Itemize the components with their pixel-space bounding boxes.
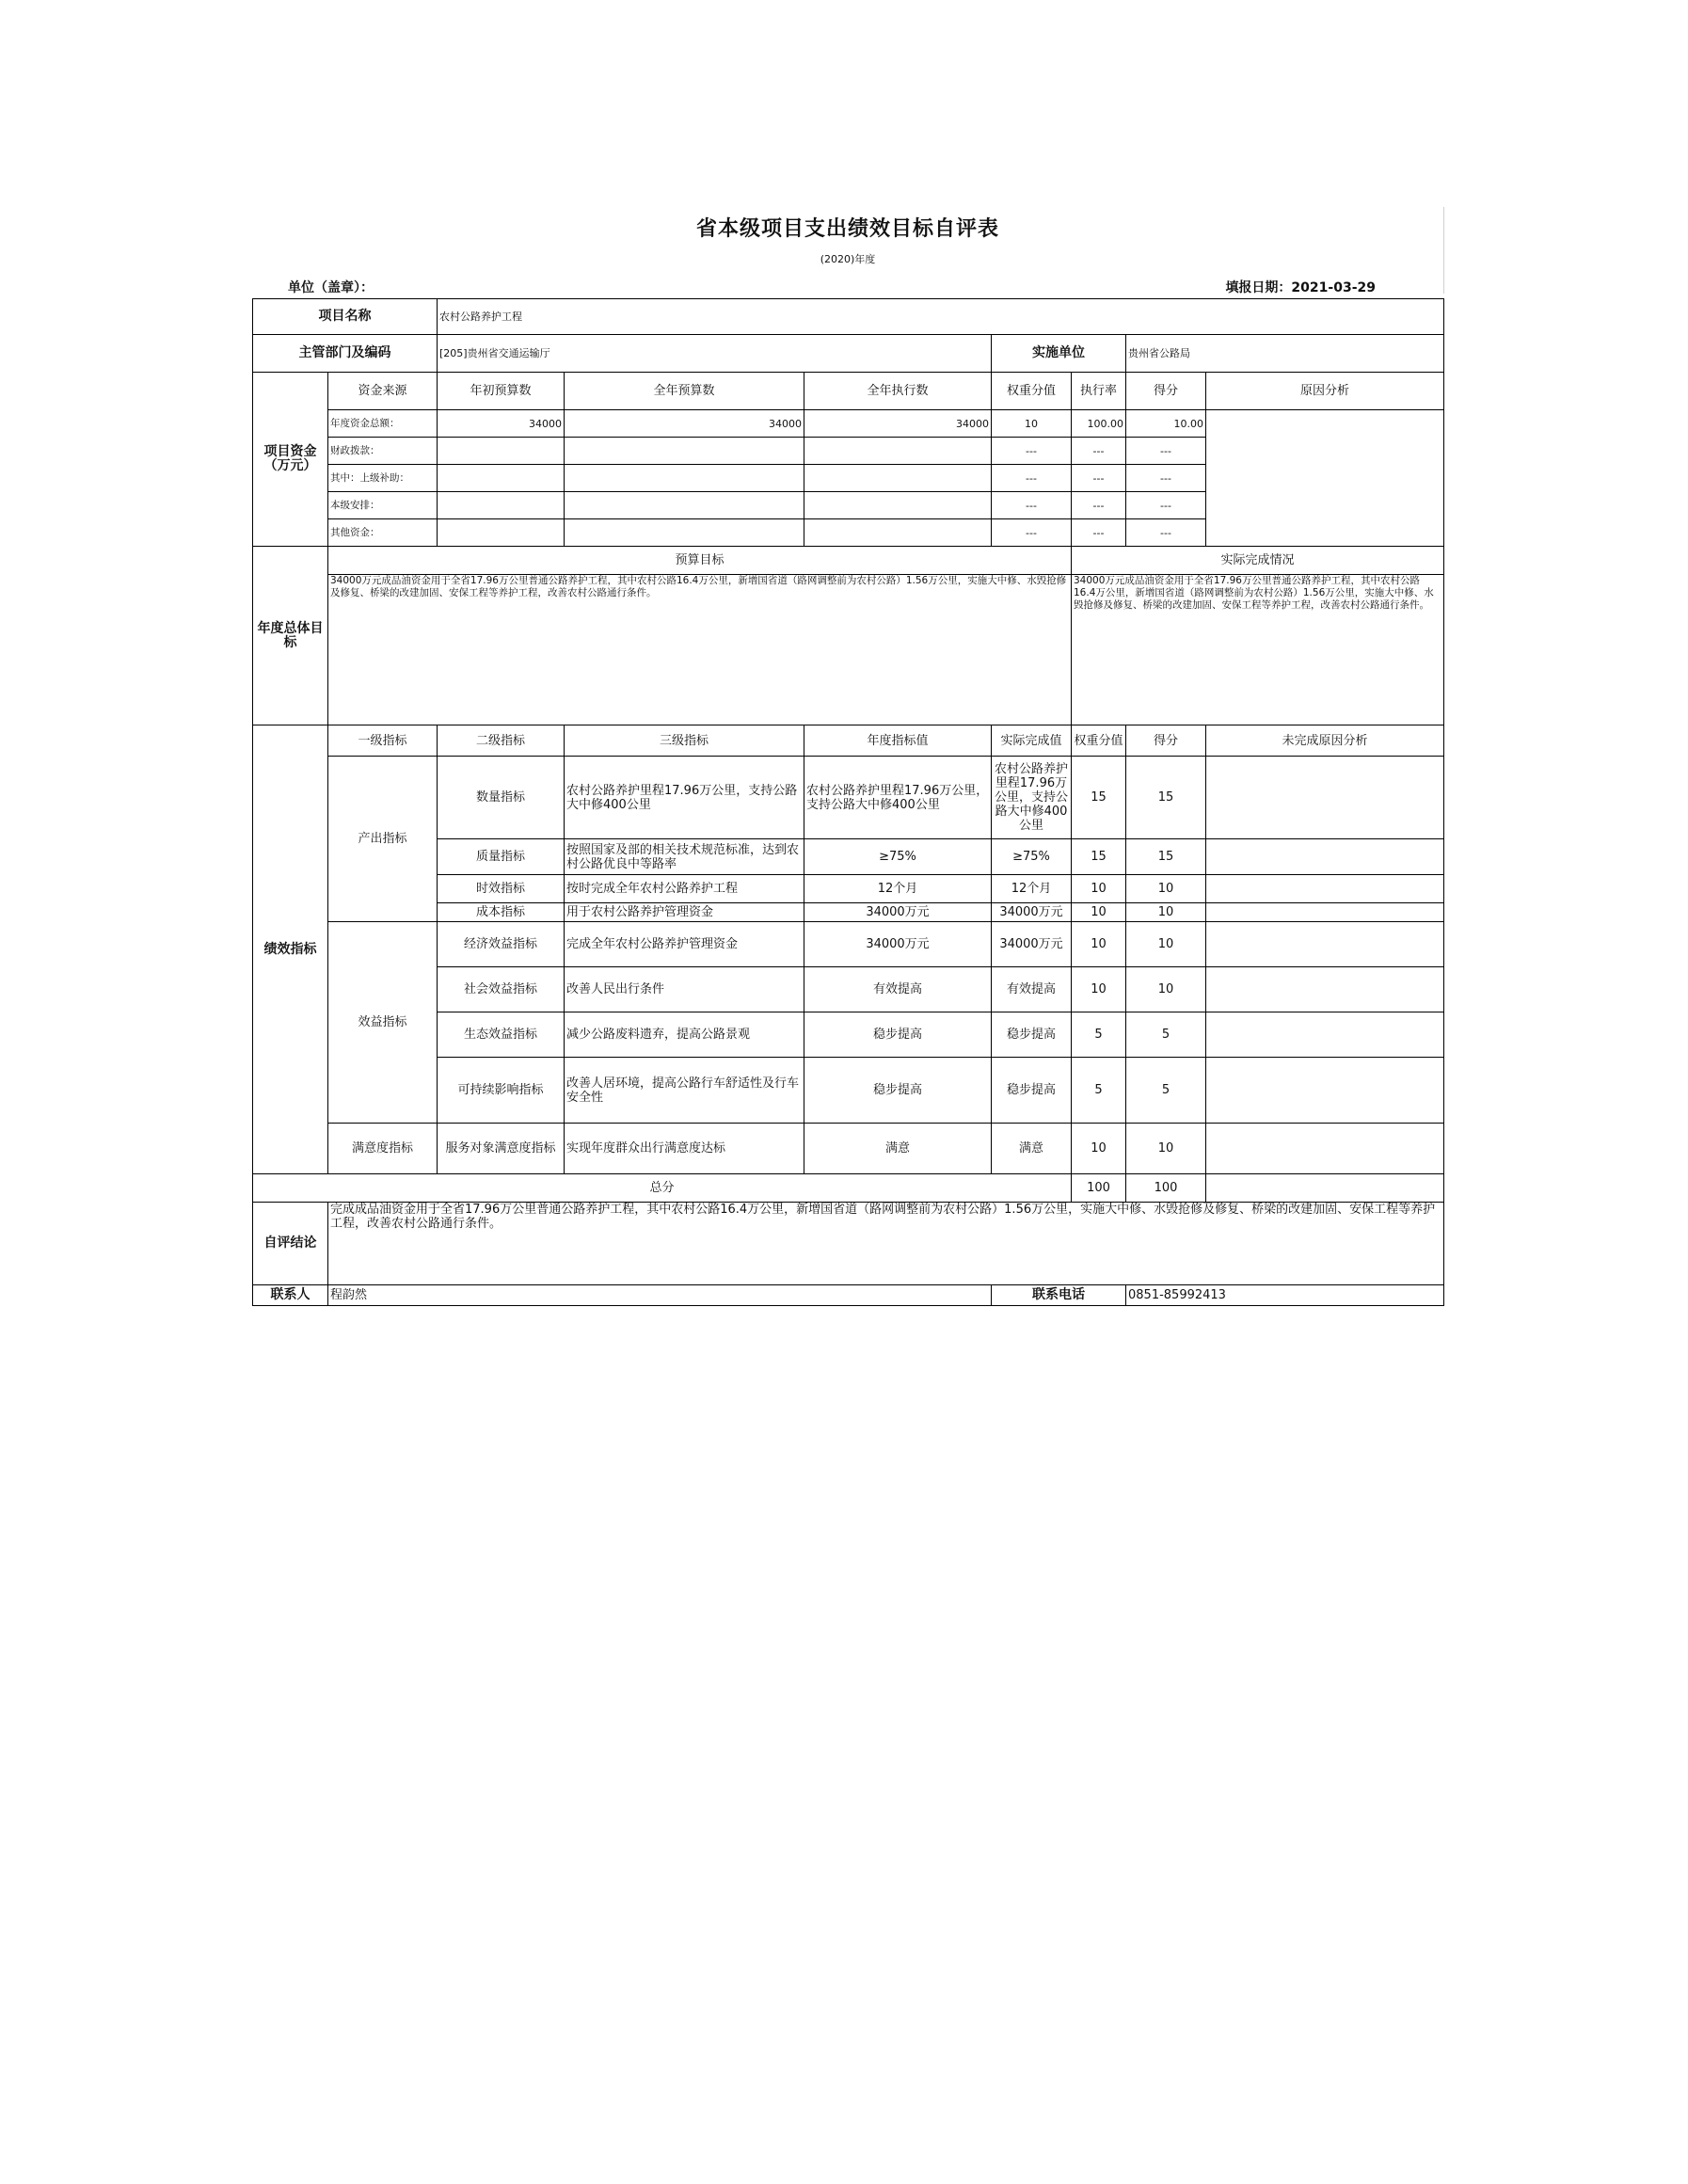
perf-row (253, 1124, 1444, 1174)
perf-l3: 改善人民出行条件 (565, 967, 804, 1012)
perf-actual: ≥75% (992, 839, 1072, 875)
perf-l3: 按时完成全年农村公路养护工程 (565, 875, 804, 903)
total-row (253, 1174, 1444, 1203)
perf-weight: 10 (1072, 875, 1126, 903)
perf-header-actual: 实际完成值 (992, 725, 1072, 757)
perf-l3: 改善人居环境，提高公路行车舒适性及行车安全性 (565, 1058, 804, 1124)
perf-l2: 生态效益指标 (438, 1012, 565, 1058)
perf-actual: 稳步提高 (992, 1012, 1072, 1058)
perf-score: 10 (1126, 967, 1206, 1012)
perf-header-target: 年度指标值 (804, 725, 992, 757)
perf-score: 5 (1126, 1058, 1206, 1124)
perf-header-l2: 二级指标 (438, 725, 565, 757)
perf-weight: 10 (1072, 967, 1126, 1012)
year-label: (2020)年度 (820, 253, 876, 265)
total-reason (1206, 1174, 1444, 1203)
goals-actual-text: 34000万元成品油资金用于全省17.96万公里普通公路养护工程，其中农村公路16.4万公里，新增国省道（路网调整前为农村公路）1.56万公里，实施大中修、水毁抢修及修复、桥梁的改建加固、安保工程等养护工程，改善农村公路通行条件。 (1072, 575, 1444, 725)
funds-score: --- (1126, 492, 1206, 519)
perf-row (253, 922, 1444, 967)
perf-l2: 质量指标 (438, 839, 565, 875)
funds-score: --- (1126, 519, 1206, 547)
funds-executed (804, 492, 992, 519)
perf-header-weight: 权重分值 (1072, 725, 1126, 757)
perf-score: 15 (1126, 839, 1206, 875)
funds-rate: --- (1072, 438, 1126, 465)
perf-score: 10 (1126, 1124, 1206, 1174)
conclusion-label: 自评结论 (253, 1203, 328, 1285)
funds-header-initial: 年初预算数 (438, 373, 565, 410)
performance-section-label: 绩效指标 (253, 725, 328, 1174)
perf-l2: 时效指标 (438, 875, 565, 903)
perf-score: 5 (1126, 1012, 1206, 1058)
funds-annual (565, 519, 804, 547)
perf-weight: 10 (1072, 903, 1126, 922)
perf-actual: 34000万元 (992, 922, 1072, 967)
funds-initial (438, 519, 565, 547)
funds-source: 其他资金： (328, 519, 438, 547)
perf-l3: 实现年度群众出行满意度达标 (565, 1124, 804, 1174)
perf-actual: 有效提高 (992, 967, 1072, 1012)
funds-executed: 34000 (804, 410, 992, 438)
perf-actual: 稳步提高 (992, 1058, 1072, 1124)
perf-reason (1206, 922, 1444, 967)
impl-value: 贵州省公路局 (1126, 335, 1444, 373)
perf-header-score: 得分 (1126, 725, 1206, 757)
funds-header-weight: 权重分值 (992, 373, 1072, 410)
funds-annual (565, 492, 804, 519)
perf-reason (1206, 839, 1444, 875)
perf-group-benefit: 效益指标 (328, 922, 438, 1124)
perf-l3: 按照国家及部的相关技术规范标准，达到农村公路优良中等路率 (565, 839, 804, 875)
goals-content-row (253, 575, 1444, 725)
contact-row (253, 1285, 1444, 1306)
perf-reason (1206, 1058, 1444, 1124)
perf-target: 农村公路养护里程17.96万公里，支持公路大中修400公里 (804, 757, 992, 839)
perf-group-satisfaction: 满意度指标 (328, 1124, 438, 1174)
goals-header-row (253, 547, 1444, 575)
perf-header-reason: 未完成原因分析 (1206, 725, 1444, 757)
perf-score: 10 (1126, 922, 1206, 967)
funds-row (253, 410, 1444, 438)
funds-header-rate: 执行率 (1072, 373, 1126, 410)
unit-label: 单位（盖章）： (288, 280, 374, 295)
contact-label: 联系人 (253, 1285, 328, 1306)
total-weight: 100 (1072, 1174, 1126, 1203)
perf-l3: 完成全年农村公路养护管理资金 (565, 922, 804, 967)
perf-reason (1206, 1124, 1444, 1174)
funds-source: 其中：上级补助： (328, 465, 438, 492)
evaluation-sheet (252, 207, 1443, 1306)
perf-weight: 5 (1072, 1012, 1126, 1058)
project-name-row (253, 299, 1444, 335)
perf-l3: 农村公路养护里程17.96万公里，支持公路大中修400公里 (565, 757, 804, 839)
funds-rate: --- (1072, 519, 1126, 547)
perf-header-l3: 三级指标 (565, 725, 804, 757)
perf-weight: 5 (1072, 1058, 1126, 1124)
perf-target: 有效提高 (804, 967, 992, 1012)
funds-annual: 34000 (565, 410, 804, 438)
funds-initial (438, 465, 565, 492)
perf-score: 15 (1126, 757, 1206, 839)
perf-reason (1206, 967, 1444, 1012)
goals-budget-label: 预算目标 (328, 547, 1072, 575)
goals-budget-text: 34000万元成品油资金用于全省17.96万公里普通公路养护工程，其中农村公路16.4万公里，新增国省道（路网调整前为农村公路）1.56万公里，实施大中修、水毁抢修及修复、桥梁的改建加固、安保工程等养护工程，改善农村公路通行条件。 (328, 575, 1072, 725)
perf-target: 34000万元 (804, 903, 992, 922)
funds-weight: --- (992, 492, 1072, 519)
funds-executed (804, 519, 992, 547)
perf-l2: 可持续影响指标 (438, 1058, 565, 1124)
funds-header-annual: 全年预算数 (565, 373, 804, 410)
total-score: 100 (1126, 1174, 1206, 1203)
perf-row (253, 757, 1444, 839)
perf-header-l1: 一级指标 (328, 725, 438, 757)
funds-score: --- (1126, 438, 1206, 465)
funds-score: 10.00 (1126, 410, 1206, 438)
funds-weight: --- (992, 465, 1072, 492)
perf-weight: 10 (1072, 922, 1126, 967)
page-title: 省本级项目支出绩效目标自评表 (695, 217, 999, 241)
project-name-label: 项目名称 (253, 299, 438, 335)
perf-reason (1206, 903, 1444, 922)
funds-header-source: 资金来源 (328, 373, 438, 410)
funds-header-reason: 原因分析 (1206, 373, 1444, 410)
perf-l2: 经济效益指标 (438, 922, 565, 967)
perf-weight: 15 (1072, 757, 1126, 839)
funds-rate: 100.00 (1072, 410, 1126, 438)
perf-score: 10 (1126, 875, 1206, 903)
funds-weight: --- (992, 438, 1072, 465)
perf-weight: 10 (1072, 1124, 1126, 1174)
perf-actual: 34000万元 (992, 903, 1072, 922)
goals-actual-label: 实际完成情况 (1072, 547, 1444, 575)
conclusion-text: 完成成品油资金用于全省17.96万公里普通公路养护工程，其中农村公路16.4万公里，新增国省道（路网调整前为农村公路）1.56万公里，实施大中修、水毁抢修及修复、桥梁的改建加固、安保工程等养护工程，改善农村公路通行条件。 (328, 1203, 1444, 1285)
funds-annual (565, 438, 804, 465)
funds-score: --- (1126, 465, 1206, 492)
perf-target: 12个月 (804, 875, 992, 903)
performance-header-row (253, 725, 1444, 757)
perf-actual: 12个月 (992, 875, 1072, 903)
perf-l2: 社会效益指标 (438, 967, 565, 1012)
fill-date: 填报日期：2021-03-29 (1225, 280, 1376, 295)
perf-reason (1206, 875, 1444, 903)
perf-l3: 用于农村公路养护管理资金 (565, 903, 804, 922)
project-name-value: 农村公路养护工程 (438, 299, 1444, 335)
funds-initial (438, 438, 565, 465)
evaluation-table (252, 298, 1444, 1306)
goals-section-label: 年度总体目标 (253, 547, 328, 725)
funds-header-executed: 全年执行数 (804, 373, 992, 410)
funds-rate: --- (1072, 465, 1126, 492)
perf-l2: 数量指标 (438, 757, 565, 839)
funds-executed (804, 438, 992, 465)
dept-label: 主管部门及编码 (253, 335, 438, 373)
page-edge-line (1443, 207, 1444, 294)
funds-weight: 10 (992, 410, 1072, 438)
perf-group-output: 产出指标 (328, 757, 438, 922)
funds-rate: --- (1072, 492, 1126, 519)
perf-target: 稳步提高 (804, 1058, 992, 1124)
dept-value: [205]贵州省交通运输厅 (438, 335, 992, 373)
funds-source: 年度资金总额： (328, 410, 438, 438)
total-label: 总分 (253, 1174, 1072, 1203)
funds-source: 本级安排： (328, 492, 438, 519)
perf-target: ≥75% (804, 839, 992, 875)
funds-executed (804, 465, 992, 492)
perf-weight: 15 (1072, 839, 1126, 875)
impl-label: 实施单位 (992, 335, 1126, 373)
funds-reason (1206, 410, 1444, 547)
unit-row (252, 276, 1443, 298)
perf-actual: 农村公路养护里程17.96万公里，支持公路大中修400公里 (992, 757, 1072, 839)
perf-l2: 服务对象满意度指标 (438, 1124, 565, 1174)
funds-header-row (253, 373, 1444, 410)
perf-reason (1206, 1012, 1444, 1058)
funds-annual (565, 465, 804, 492)
funds-initial (438, 492, 565, 519)
phone-value: 0851-85992413 (1126, 1285, 1444, 1306)
perf-actual: 满意 (992, 1124, 1072, 1174)
perf-target: 34000万元 (804, 922, 992, 967)
dept-row (253, 335, 1444, 373)
perf-target: 满意 (804, 1124, 992, 1174)
contact-name: 程韵然 (328, 1285, 992, 1306)
perf-target: 稳步提高 (804, 1012, 992, 1058)
funds-initial: 34000 (438, 410, 565, 438)
funds-source: 财政拨款： (328, 438, 438, 465)
phone-label: 联系电话 (992, 1285, 1126, 1306)
funds-weight: --- (992, 519, 1072, 547)
perf-l2: 成本指标 (438, 903, 565, 922)
funds-section-label: 项目资金（万元） (253, 373, 328, 547)
conclusion-row (253, 1203, 1444, 1285)
perf-score: 10 (1126, 903, 1206, 922)
funds-header-score: 得分 (1126, 373, 1206, 410)
perf-l3: 减少公路废料遗弃，提高公路景观 (565, 1012, 804, 1058)
perf-reason (1206, 757, 1444, 839)
